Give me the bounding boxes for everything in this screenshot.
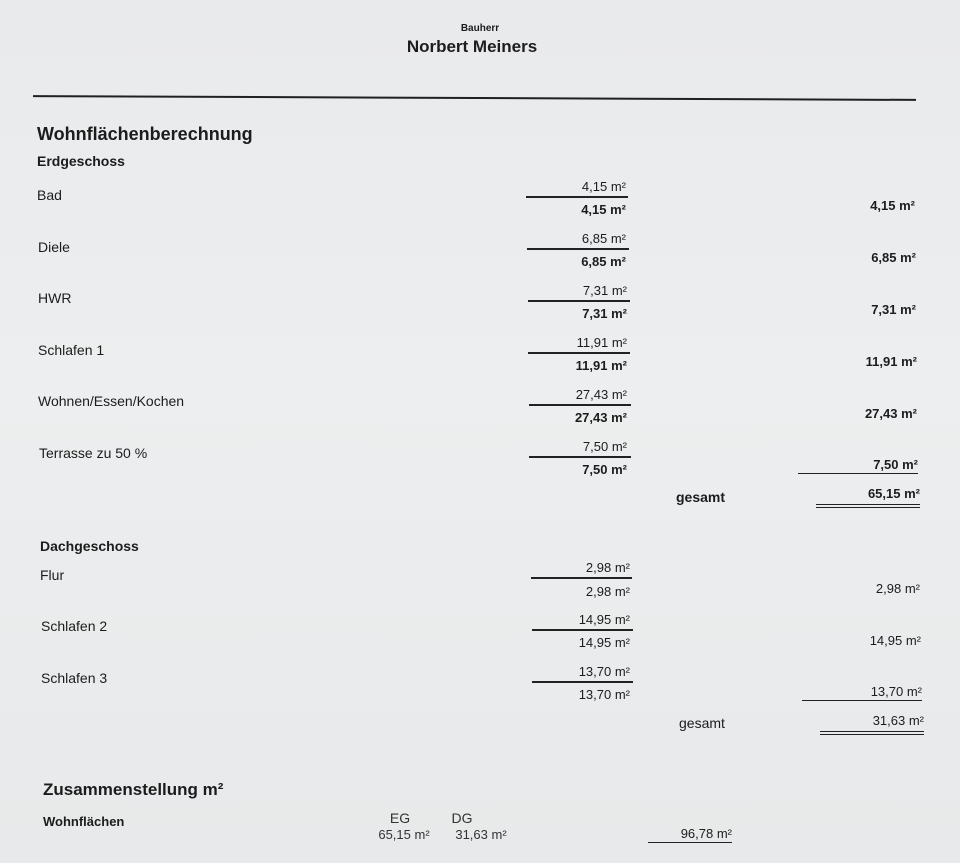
room-subtotal: 6,85 m²: [581, 254, 626, 269]
room-total: 7,31 m²: [871, 302, 916, 317]
room-total: 13,70 m²: [802, 684, 922, 701]
room-area: 7,50 m²: [582, 439, 627, 454]
subtotal-rule: [528, 300, 630, 302]
room-name: HWR: [38, 290, 72, 306]
room-name: Flur: [40, 567, 65, 583]
dg-gesamt-value: 31,63 m²: [820, 713, 924, 735]
subtotal-rule: [527, 248, 629, 250]
room-area: 7,31 m²: [582, 283, 627, 298]
summary-dg-label: DG: [451, 810, 473, 826]
dg-gesamt-label: gesamt: [679, 715, 725, 731]
room-area: 2,98 m²: [585, 560, 630, 575]
room-total: 27,43 m²: [864, 406, 917, 421]
room-name: Schlafen 2: [41, 618, 108, 634]
subtotal-rule: [528, 352, 630, 354]
builder-name: Norbert Meiners: [406, 37, 538, 56]
subtotal-rule: [526, 196, 628, 198]
room-total: 7,50 m²: [798, 457, 918, 474]
room-area: 6,85 m²: [581, 231, 626, 246]
subtotal-rule: [532, 681, 633, 683]
subtotal-rule: [531, 577, 632, 579]
eg-gesamt-label: gesamt: [676, 489, 726, 505]
summary-dg-value: 31,63 m²: [455, 827, 507, 842]
summary-title: Zusammenstellung m²: [43, 780, 224, 799]
room-subtotal: 13,70 m²: [578, 687, 630, 702]
room-total: 4,15 m²: [870, 198, 915, 213]
room-total: 11,91 m²: [865, 354, 917, 369]
room-subtotal: 27,43 m²: [574, 410, 627, 425]
eg-gesamt-value: 65,15 m²: [816, 486, 920, 508]
room-subtotal: 2,98 m²: [585, 584, 630, 599]
subtotal-rule: [529, 456, 631, 458]
summary-label: Wohnflächen: [43, 814, 125, 829]
room-area: 4,15 m²: [581, 179, 626, 194]
page-title: Wohnflächenberechnung: [37, 124, 253, 144]
room-subtotal: 4,15 m²: [581, 202, 626, 217]
room-subtotal: 11,91 m²: [575, 358, 627, 373]
room-area: 13,70 m²: [578, 664, 630, 679]
subtotal-rule: [529, 404, 631, 406]
room-area: 14,95 m²: [578, 612, 630, 627]
room-area: 27,43 m²: [575, 387, 627, 402]
room-name: Terrasse zu 50 %: [39, 445, 148, 461]
summary-eg-value: 65,15 m²: [378, 827, 430, 842]
summary-total: 96,78 m²: [648, 826, 732, 843]
room-total: 2,98 m²: [875, 581, 920, 596]
erdgeschoss-title: Erdgeschoss: [37, 153, 125, 169]
room-name: Bad: [37, 187, 62, 203]
builder-label: Bauherr: [460, 23, 500, 34]
room-subtotal: 7,50 m²: [582, 462, 627, 477]
header-divider: [33, 95, 916, 101]
room-subtotal: 14,95 m²: [578, 635, 630, 650]
room-area: 11,91 m²: [576, 335, 627, 350]
summary-eg-label: EG: [389, 810, 411, 826]
dachgeschoss-title: Dachgeschoss: [40, 538, 139, 554]
subtotal-rule: [532, 629, 633, 631]
room-name: Diele: [38, 239, 70, 255]
room-total: 6,85 m²: [871, 250, 916, 265]
room-total: 14,95 m²: [869, 633, 921, 648]
room-name: Schlafen 1: [38, 342, 105, 358]
room-name: Schlafen 3: [41, 670, 108, 686]
room-subtotal: 7,31 m²: [582, 306, 627, 321]
room-name: Wohnen/Essen/Kochen: [38, 393, 185, 409]
